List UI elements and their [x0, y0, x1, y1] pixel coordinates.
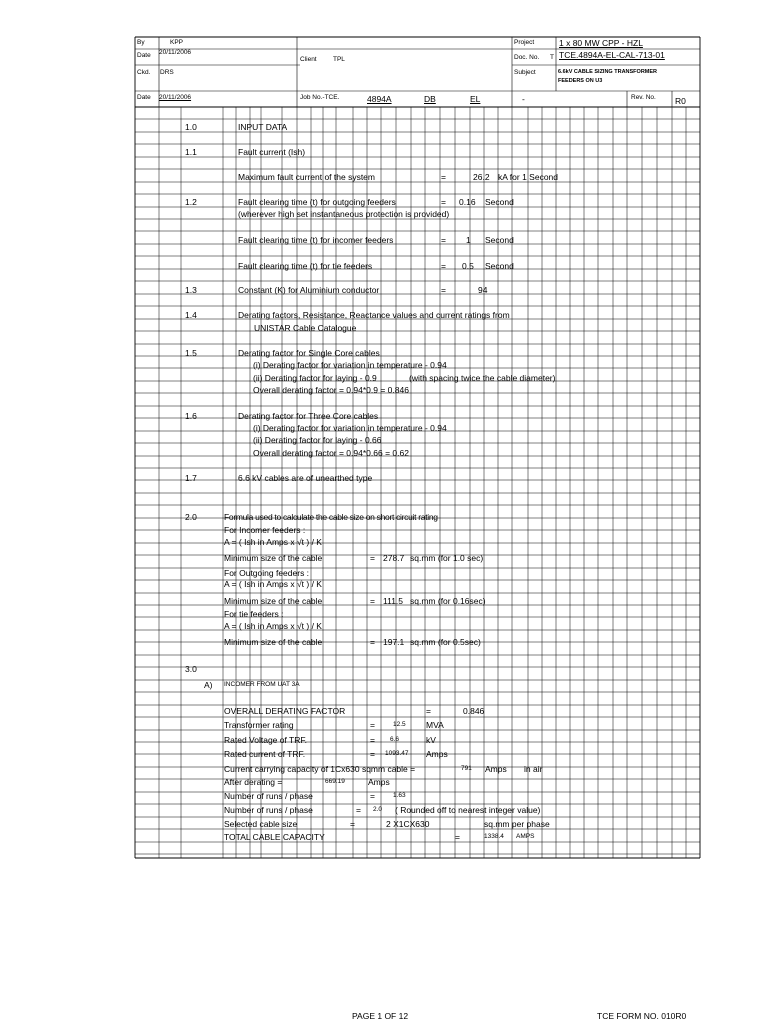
rated-voltage-unit: kV: [426, 735, 436, 745]
max-fault-unit: kA for 1 Second: [498, 172, 559, 182]
date2-value: 20/11/2006: [159, 94, 192, 101]
equals-sign: =: [441, 285, 446, 295]
fct-outgoing-value: 0.16: [459, 197, 476, 207]
formula-outgoing: A = ( Ish in Amps x √t ) / K: [224, 579, 322, 589]
jobno-db: DB: [424, 94, 436, 104]
jobno-value: 4894A: [367, 94, 392, 104]
equals-sign: =: [370, 637, 375, 647]
date-label: Date: [137, 52, 151, 59]
df-three-temp: (i) Derating factor for variation in temperature - 0.94: [253, 423, 447, 433]
df-three-heading: Derating factor for Three Core cables: [238, 411, 379, 421]
project-label: Project: [514, 39, 535, 46]
fct-note: (wherever high set instantaneous protection is provided): [238, 209, 450, 219]
runs-per-phase-label: Number of runs / phase: [224, 805, 313, 815]
project-value: 1 x 80 MW CPP - HZL: [559, 38, 643, 48]
page-number: PAGE 1 OF 12: [352, 1011, 409, 1021]
jobno-label: Job No.-TCE.: [300, 94, 340, 101]
after-derating-value: 669.19: [325, 778, 345, 785]
item-number: 1.7: [185, 473, 197, 483]
df-three-overall: Overall derating factor = 0.94*0.66 = 0.62: [253, 448, 409, 458]
subject-line1: 6.6kV CABLE SIZING TRANSFORMER: [558, 69, 658, 75]
equals-sign: =: [370, 553, 375, 563]
equals-sign: =: [356, 805, 361, 815]
df-single-overall: Overall derating factor = 0.94*0.9 = 0.846: [253, 385, 409, 395]
fct-tie-label: Fault clearing time (t) for tie feeders: [238, 261, 373, 271]
trf-rating-unit: MVA: [426, 720, 444, 730]
docno-t: T: [550, 54, 554, 61]
rated-voltage-label: Rated Voltage of TRF.: [224, 735, 308, 745]
equals-sign: =: [426, 706, 431, 716]
fct-incomer-label: Fault clearing time (t) for incomer feeders: [238, 235, 394, 245]
ccc-unit: Amps: [485, 764, 507, 774]
min-size-tie-value: 197.1: [383, 637, 405, 647]
client-value: TPL: [333, 56, 345, 63]
unit-second: Second: [485, 197, 514, 207]
by-label: By: [137, 39, 145, 46]
runs-per-phase-value: 1.63: [393, 792, 406, 799]
min-size-label: Minimum size of the cable: [224, 553, 323, 563]
overall-df-label: OVERALL DERATING FACTOR: [224, 706, 346, 716]
selected-size-unit: sq.mm per phase: [484, 819, 550, 829]
equals-sign: =: [441, 197, 446, 207]
tie-feeders-label: For tie feeders :: [224, 609, 284, 619]
trf-rating-label: Transformer rating: [224, 720, 294, 730]
rev-value: R0: [675, 96, 686, 106]
fault-current-label: Fault current (Ish): [238, 147, 306, 157]
rev-label: Rev. No.: [631, 94, 656, 101]
min-size-label: Minimum size of the cable: [224, 637, 323, 647]
equals-sign: =: [370, 735, 375, 745]
equals-sign: =: [441, 261, 446, 271]
trf-rating-value: 12.5: [393, 721, 406, 728]
by-value: KPP: [170, 39, 184, 46]
jobno-el: EL: [470, 94, 481, 104]
df-three-laying: (ii) Derating factor for laying - 0.66: [253, 435, 382, 445]
min-size-label: Minimum size of the cable: [224, 596, 323, 606]
sub-item-label: A): [204, 680, 213, 690]
item-number: 1.3: [185, 285, 197, 295]
item-number: 1.2: [185, 197, 197, 207]
df-single-laying-note: (with spacing twice the cable diameter): [409, 373, 556, 383]
formula-incomer: A = ( Ish in Amps x √t ) / K: [224, 537, 322, 547]
fct-tie-value: 0.5: [462, 261, 474, 271]
date2-label: Date: [137, 94, 151, 101]
item-number: 1.1: [185, 147, 197, 157]
equals-sign: =: [370, 596, 375, 606]
df-single-heading: Derating factor for Single Core cables: [238, 348, 380, 358]
item-number: 2.0: [185, 512, 197, 522]
unearthed-note: 6.6 kV cables are of unearthed type: [238, 473, 373, 483]
formula-tie: A = ( Ish in Amps x √t ) / K: [224, 621, 322, 631]
selected-size-label: Selected cable size: [224, 819, 298, 829]
constant-k-value: 94: [478, 285, 488, 295]
fct-incomer-value: 1: [466, 235, 471, 245]
item-number: 1.0: [185, 122, 197, 132]
docno-value: TCE.4894A-EL-CAL-713-01: [559, 50, 665, 60]
item-number: 1.4: [185, 310, 197, 320]
total-capacity-value: 1338.4: [484, 833, 504, 840]
formula-title: Formula used to calculate the cable size on short circuit rating: [224, 512, 438, 522]
fct-outgoing-label: Fault clearing time (t) for outgoing feeders: [238, 197, 396, 207]
overall-df-value: 0.846: [463, 706, 485, 716]
item-number: 1.5: [185, 348, 197, 358]
after-derating-unit: Amps: [368, 777, 390, 787]
runs-rounded-value: 2.0: [373, 806, 383, 813]
ccc-label: Current carrying capacity of 1Cx630 sqmm cable =: [224, 764, 416, 774]
runs-per-phase-label: Number of runs / phase: [224, 791, 313, 801]
equals-sign: =: [441, 172, 446, 182]
min-size-outgoing-unit: sq.mm (for 0.16sec): [410, 596, 486, 606]
derating-source-label: Derating factors, Resistance, Reactance values and current ratings from: [238, 310, 510, 320]
unit-second: Second: [485, 261, 514, 271]
subject-line2: FEEDERS ON U3: [558, 78, 603, 84]
outgoing-feeders-label: For Outgoing feeders :: [224, 568, 310, 578]
unit-second: Second: [485, 235, 514, 245]
rated-current-label: Rated current of TRF.: [224, 749, 306, 759]
df-single-laying: (ii) Derating factor for laying - 0.9: [253, 373, 377, 383]
constant-k-label: Constant (K) for Aluminium conductor: [238, 285, 380, 295]
ccc-note: in air: [524, 764, 543, 774]
equals-sign: =: [455, 832, 460, 842]
item-number: 1.6: [185, 411, 197, 421]
rated-voltage-value: 6.6: [390, 736, 400, 743]
min-size-tie-unit: sq.mm (for 0.5sec): [410, 637, 481, 647]
docno-label: Doc. No.: [514, 54, 540, 61]
rated-current-unit: Amps: [426, 749, 448, 759]
min-size-incomer-unit: sq.mm (for 1.0 sec): [410, 553, 484, 563]
date-value: 20/11/2006: [159, 49, 192, 56]
runs-rounded-note: ( Rounded off to nearest integer value): [395, 805, 541, 815]
total-capacity-unit: AMPS: [516, 833, 535, 840]
incomer-feeders-label: For Incomer feeders :: [224, 525, 306, 535]
incomer-uat-heading: INCOMER FROM UAT 3A: [224, 681, 300, 688]
item-number: 3.0: [185, 664, 197, 674]
catalogue-label: UNISTAR Cable Catalogue: [254, 323, 357, 333]
input-data-heading: INPUT DATA: [238, 122, 288, 132]
min-size-incomer-value: 278.7: [383, 553, 405, 563]
equals-sign: =: [370, 791, 375, 801]
min-size-outgoing-value: 111.5: [383, 596, 404, 606]
client-label: Client: [300, 56, 317, 63]
max-fault-value: 26.2: [473, 172, 490, 182]
max-fault-label: Maximum fault current of the system: [238, 172, 375, 182]
jobno-dash: -: [522, 94, 525, 104]
equals-sign: =: [370, 749, 375, 759]
df-single-temp: (i) Derating factor for variation in temperature - 0.94: [253, 360, 447, 370]
ccc-value: 791: [461, 765, 472, 772]
equals-sign: =: [441, 235, 446, 245]
ckd-value: DRS: [160, 69, 174, 76]
selected-size-value: 2 X1CX630: [386, 819, 430, 829]
equals-sign: =: [350, 819, 355, 829]
subject-label: Subject: [514, 69, 536, 76]
ckd-label: Ckd.: [137, 69, 151, 76]
rated-current-value: 1093.47: [385, 750, 409, 757]
after-derating-label: After derating =: [224, 777, 283, 787]
equals-sign: =: [370, 720, 375, 730]
form-number: TCE FORM NO. 010R0: [597, 1011, 687, 1021]
total-capacity-label: TOTAL CABLE CAPACITY: [224, 832, 325, 842]
